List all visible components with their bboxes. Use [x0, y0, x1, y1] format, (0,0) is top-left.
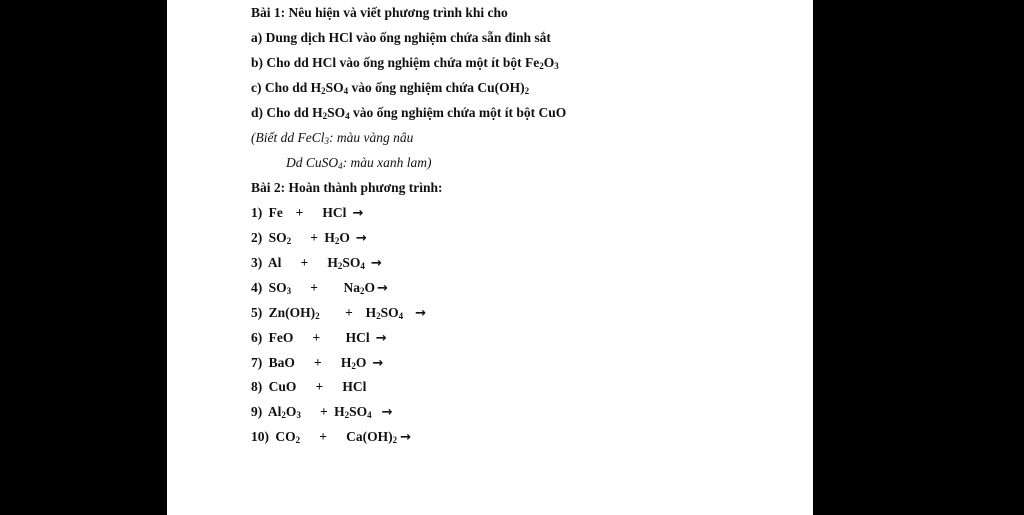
- bai1-title: Bài 1: Nêu hiện và viết phương trình khi cho: [251, 5, 508, 20]
- arrow-icon: →: [370, 256, 382, 271]
- bai2-title: Bài 2: Hoàn thành phương trình:: [251, 180, 443, 195]
- arrow-icon: →: [375, 331, 387, 346]
- arrow-icon: →: [400, 430, 411, 445]
- arrow-icon: →: [415, 306, 427, 321]
- arrow-icon: →: [372, 356, 384, 371]
- bai1-item-d: d) Cho dd $H_2SO_4$ vào ống nghiệm chứa một ít bột CuO: [251, 105, 567, 121]
- bai1-item-b: b) Cho dd HCl vào ống nghiệm chứa một ít bột $Fe_2O_3$: [251, 55, 559, 71]
- bai2-eq-3: 3) $Al + H_2SO_4$ →: [251, 255, 382, 271]
- bai1-note-cuso4: Dd CuSO$_4$: màu xanh lam): [286, 155, 432, 171]
- bai2-eq-10: 10) $CO_2 + Ca(OH)_2$ →: [251, 429, 411, 445]
- bai2-eq-9: 9) $Al_2O_3 + H_2SO_4$ →: [251, 404, 393, 420]
- bai1-item-c: c) Cho dd $H_2SO_4$ vào ống nghiệm chứa $Cu(OH)_2$: [251, 80, 530, 96]
- bai1-note-fecl3: (Biết dd FeCl$_3$: màu vàng nâu: [251, 130, 414, 146]
- bai1-item-a: a) Dung dịch HCl vào ống nghiệm chứa sẵn đinh sắt: [251, 30, 551, 45]
- bai2-eq-2: 2) $SO_2 + H_2O$ →: [251, 230, 367, 246]
- bai2-eq-8: 8) CuO + HCl: [251, 379, 367, 394]
- arrow-icon: →: [352, 206, 364, 221]
- arrow-icon: →: [376, 281, 388, 296]
- arrow-icon: →: [355, 231, 367, 246]
- bai2-eq-6: 6) FeO + HCl →: [251, 330, 387, 346]
- arrow-icon: →: [381, 405, 393, 420]
- bai2-eq-1: 1) Fe + HCl →: [251, 205, 364, 221]
- bai2-eq-4: 4) $SO_3$ + $Na_2O$ →: [251, 280, 388, 296]
- bai2-eq-5: 5) $Zn(OH)_2$ + $H_2SO_4$ →: [251, 305, 427, 321]
- bai2-eq-7: 7) BaO + $H_2O$ →: [251, 355, 384, 371]
